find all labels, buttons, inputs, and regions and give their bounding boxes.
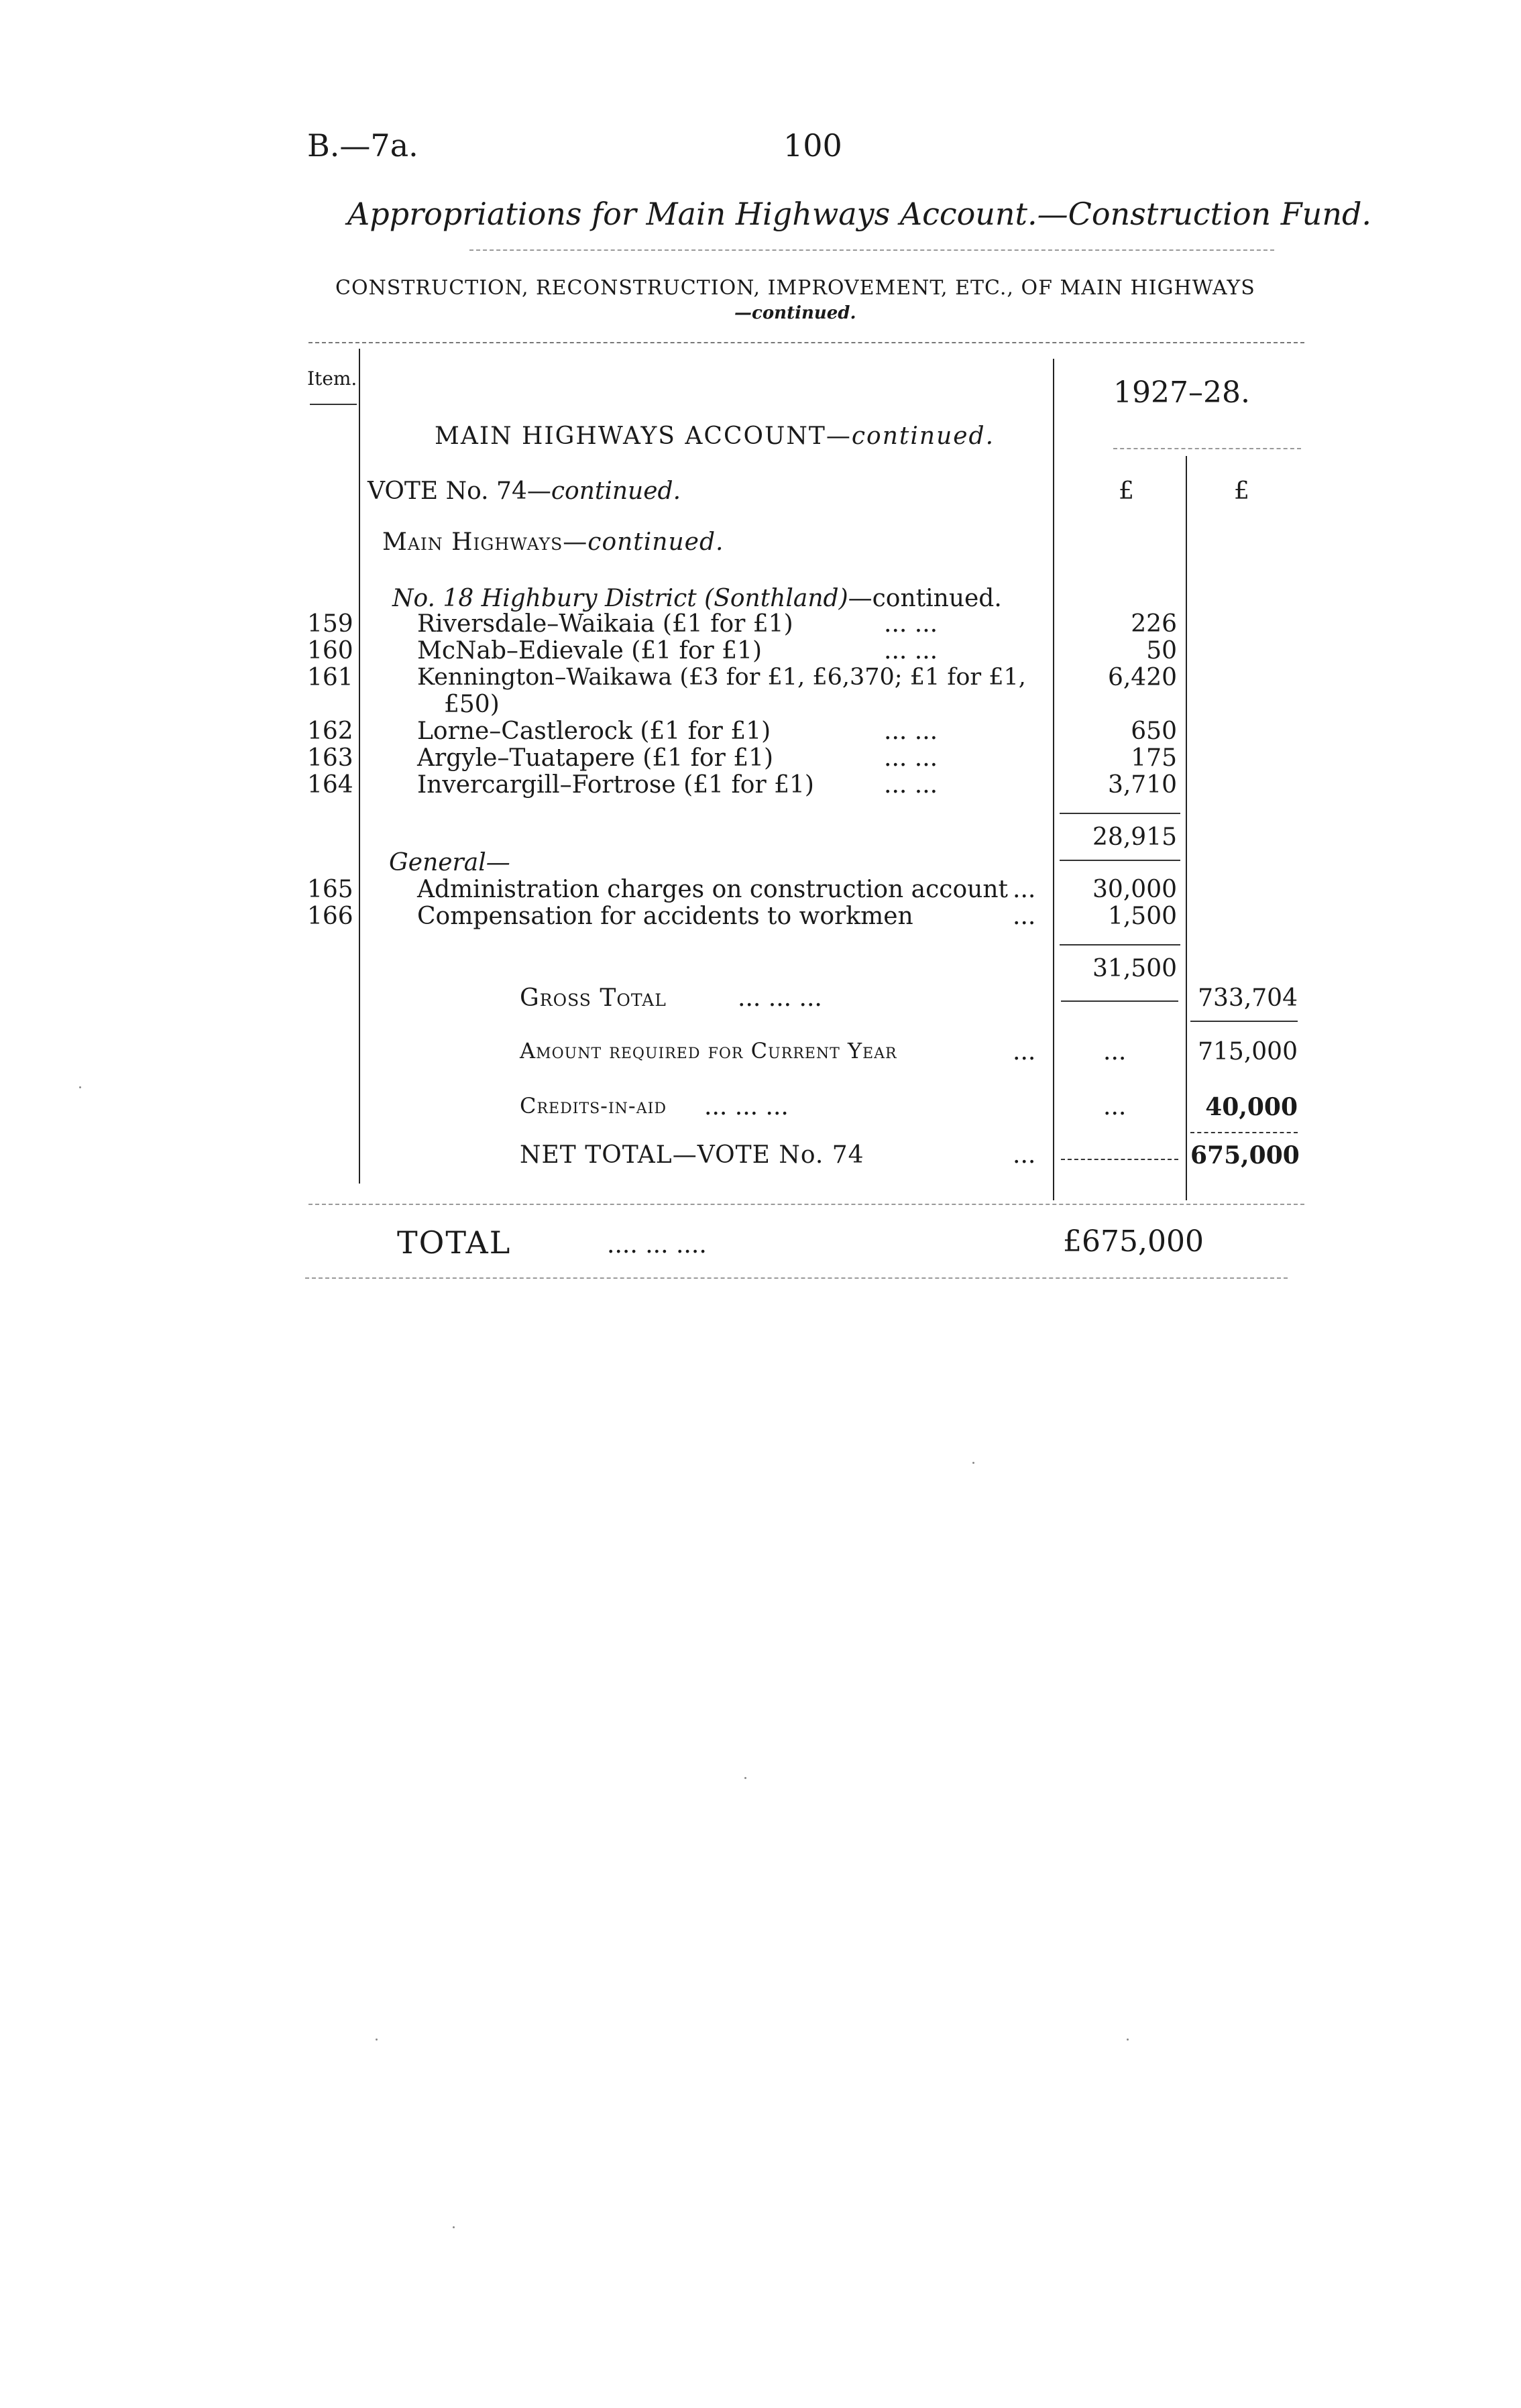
- row-description: Compensation for accidents to workmen: [417, 903, 913, 930]
- main-highways-heading: Main Highways—continued.: [382, 528, 724, 556]
- credits-value: 40,000: [1205, 1093, 1298, 1121]
- scan-speck: [376, 2039, 378, 2041]
- general-heading: General—: [389, 849, 510, 876]
- row-description: Argyle–Tuatapere (£1 for £1): [417, 744, 774, 772]
- item-number: 159: [307, 610, 353, 638]
- title-rule: [469, 249, 1274, 251]
- document-reference: B.—7a.: [307, 127, 418, 164]
- row-dots: ... ...: [884, 771, 938, 799]
- credits-col1: ...: [1103, 1093, 1127, 1121]
- row-amount: 650: [1131, 718, 1177, 745]
- item-header-rule: [310, 404, 357, 405]
- pound-header-1: £: [1119, 477, 1134, 505]
- net-total-label: NET TOTAL—VOTE No. 74: [520, 1141, 864, 1169]
- net-total-dash: [1061, 1159, 1178, 1160]
- row-dots: ...: [1013, 903, 1036, 930]
- scan-speck: [972, 1462, 974, 1464]
- credits-label: Credits-in-aid: [520, 1093, 667, 1119]
- row-amount: 50: [1146, 637, 1177, 665]
- row-description-continued: £50): [444, 691, 500, 718]
- row-dots: ... ...: [884, 744, 938, 772]
- year-header: 1927–28.: [1113, 376, 1250, 410]
- amount-required-col1: ...: [1103, 1038, 1127, 1066]
- amount-column-divider: [1053, 359, 1054, 1200]
- row-dots: ... ...: [884, 610, 938, 638]
- district-heading: No. 18 Highbury District (Sonthland)—continued.: [392, 585, 1002, 612]
- account-heading: MAIN HIGHWAYS ACCOUNT—continued.: [435, 422, 995, 450]
- row-dots: ... ...: [884, 637, 938, 665]
- table-top-rule: [308, 342, 1304, 343]
- total-dots: .... ... ....: [607, 1231, 707, 1259]
- item-header: Item.: [307, 367, 357, 390]
- item-number: 161: [307, 664, 353, 691]
- pound-header-2: £: [1234, 477, 1249, 505]
- row-amount: 6,420: [1107, 664, 1177, 691]
- general-subtotal: 31,500: [1092, 955, 1177, 982]
- row-description: McNab–Edievale (£1 for £1): [417, 637, 763, 665]
- gross-total-dash: [1061, 1000, 1178, 1002]
- row-dots: ... ...: [884, 718, 938, 745]
- total-value: £675,000: [1063, 1224, 1204, 1259]
- gross-total-dots: ... ... ...: [738, 984, 822, 1012]
- subtotal-rule: [1060, 944, 1180, 945]
- amount-required-value: 715,000: [1198, 1038, 1298, 1066]
- subtotal-rule-bottom: [1060, 860, 1180, 861]
- item-number: 163: [307, 744, 353, 772]
- row-description: Invercargill–Fortrose (£1 for £1): [417, 771, 814, 799]
- amount-required-dots: ...: [1013, 1038, 1036, 1066]
- row-amount: 175: [1131, 744, 1177, 772]
- credits-rule: [1190, 1132, 1298, 1133]
- subtotal-rule: [1060, 813, 1180, 814]
- amount-required-label: Amount required for Current Year: [520, 1038, 897, 1064]
- item-number: 164: [307, 771, 353, 799]
- vote-heading: VOTE No. 74—continued.: [368, 477, 681, 505]
- gross-total-value: 733,704: [1198, 984, 1298, 1012]
- row-description: Kennington–Waikawa (£3 for £1, £6,370; £1 for £1,: [417, 664, 1026, 691]
- net-total-dots: ...: [1013, 1141, 1036, 1169]
- scan-speck: [744, 1777, 746, 1779]
- row-description: Riversdale–Waikaia (£1 for £1): [417, 610, 793, 638]
- page-title: Appropriations for Main Highways Account.—Construction Fund.: [347, 196, 1372, 232]
- total-column-divider: [1186, 456, 1187, 1200]
- section-subtitle-continued: —continued.: [734, 303, 856, 323]
- row-description: Lorne–Castlerock (£1 for £1): [417, 718, 771, 745]
- item-number: 165: [307, 876, 353, 903]
- item-number: 166: [307, 903, 353, 930]
- row-description: Administration charges on construction account: [417, 876, 1008, 903]
- row-amount: 1,500: [1107, 903, 1177, 930]
- item-number: 160: [307, 637, 353, 665]
- district-subtotal: 28,915: [1092, 823, 1177, 851]
- row-amount: 226: [1131, 610, 1177, 638]
- scan-speck: [79, 1086, 81, 1088]
- total-rule: [305, 1277, 1288, 1279]
- scan-speck: [453, 2226, 455, 2228]
- scan-speck: [1127, 2039, 1129, 2041]
- table-bottom-rule: [308, 1204, 1304, 1205]
- gross-total-rule: [1190, 1021, 1298, 1022]
- page-number: 100: [783, 127, 842, 164]
- section-subtitle: CONSTRUCTION, RECONSTRUCTION, IMPROVEMENT, ETC., OF MAIN HIGHWAYS: [335, 276, 1255, 300]
- row-amount: 3,710: [1107, 771, 1177, 799]
- item-number: 162: [307, 718, 353, 745]
- gross-total-label: Gross Total: [520, 984, 667, 1012]
- row-amount: 30,000: [1092, 876, 1177, 903]
- year-header-rule: [1113, 448, 1301, 449]
- net-total-value: 675,000: [1190, 1141, 1300, 1169]
- credits-dots: ... ... ...: [704, 1093, 789, 1121]
- total-label: TOTAL: [397, 1224, 512, 1261]
- row-dots: ...: [1013, 876, 1036, 903]
- item-column-divider: [359, 349, 360, 1184]
